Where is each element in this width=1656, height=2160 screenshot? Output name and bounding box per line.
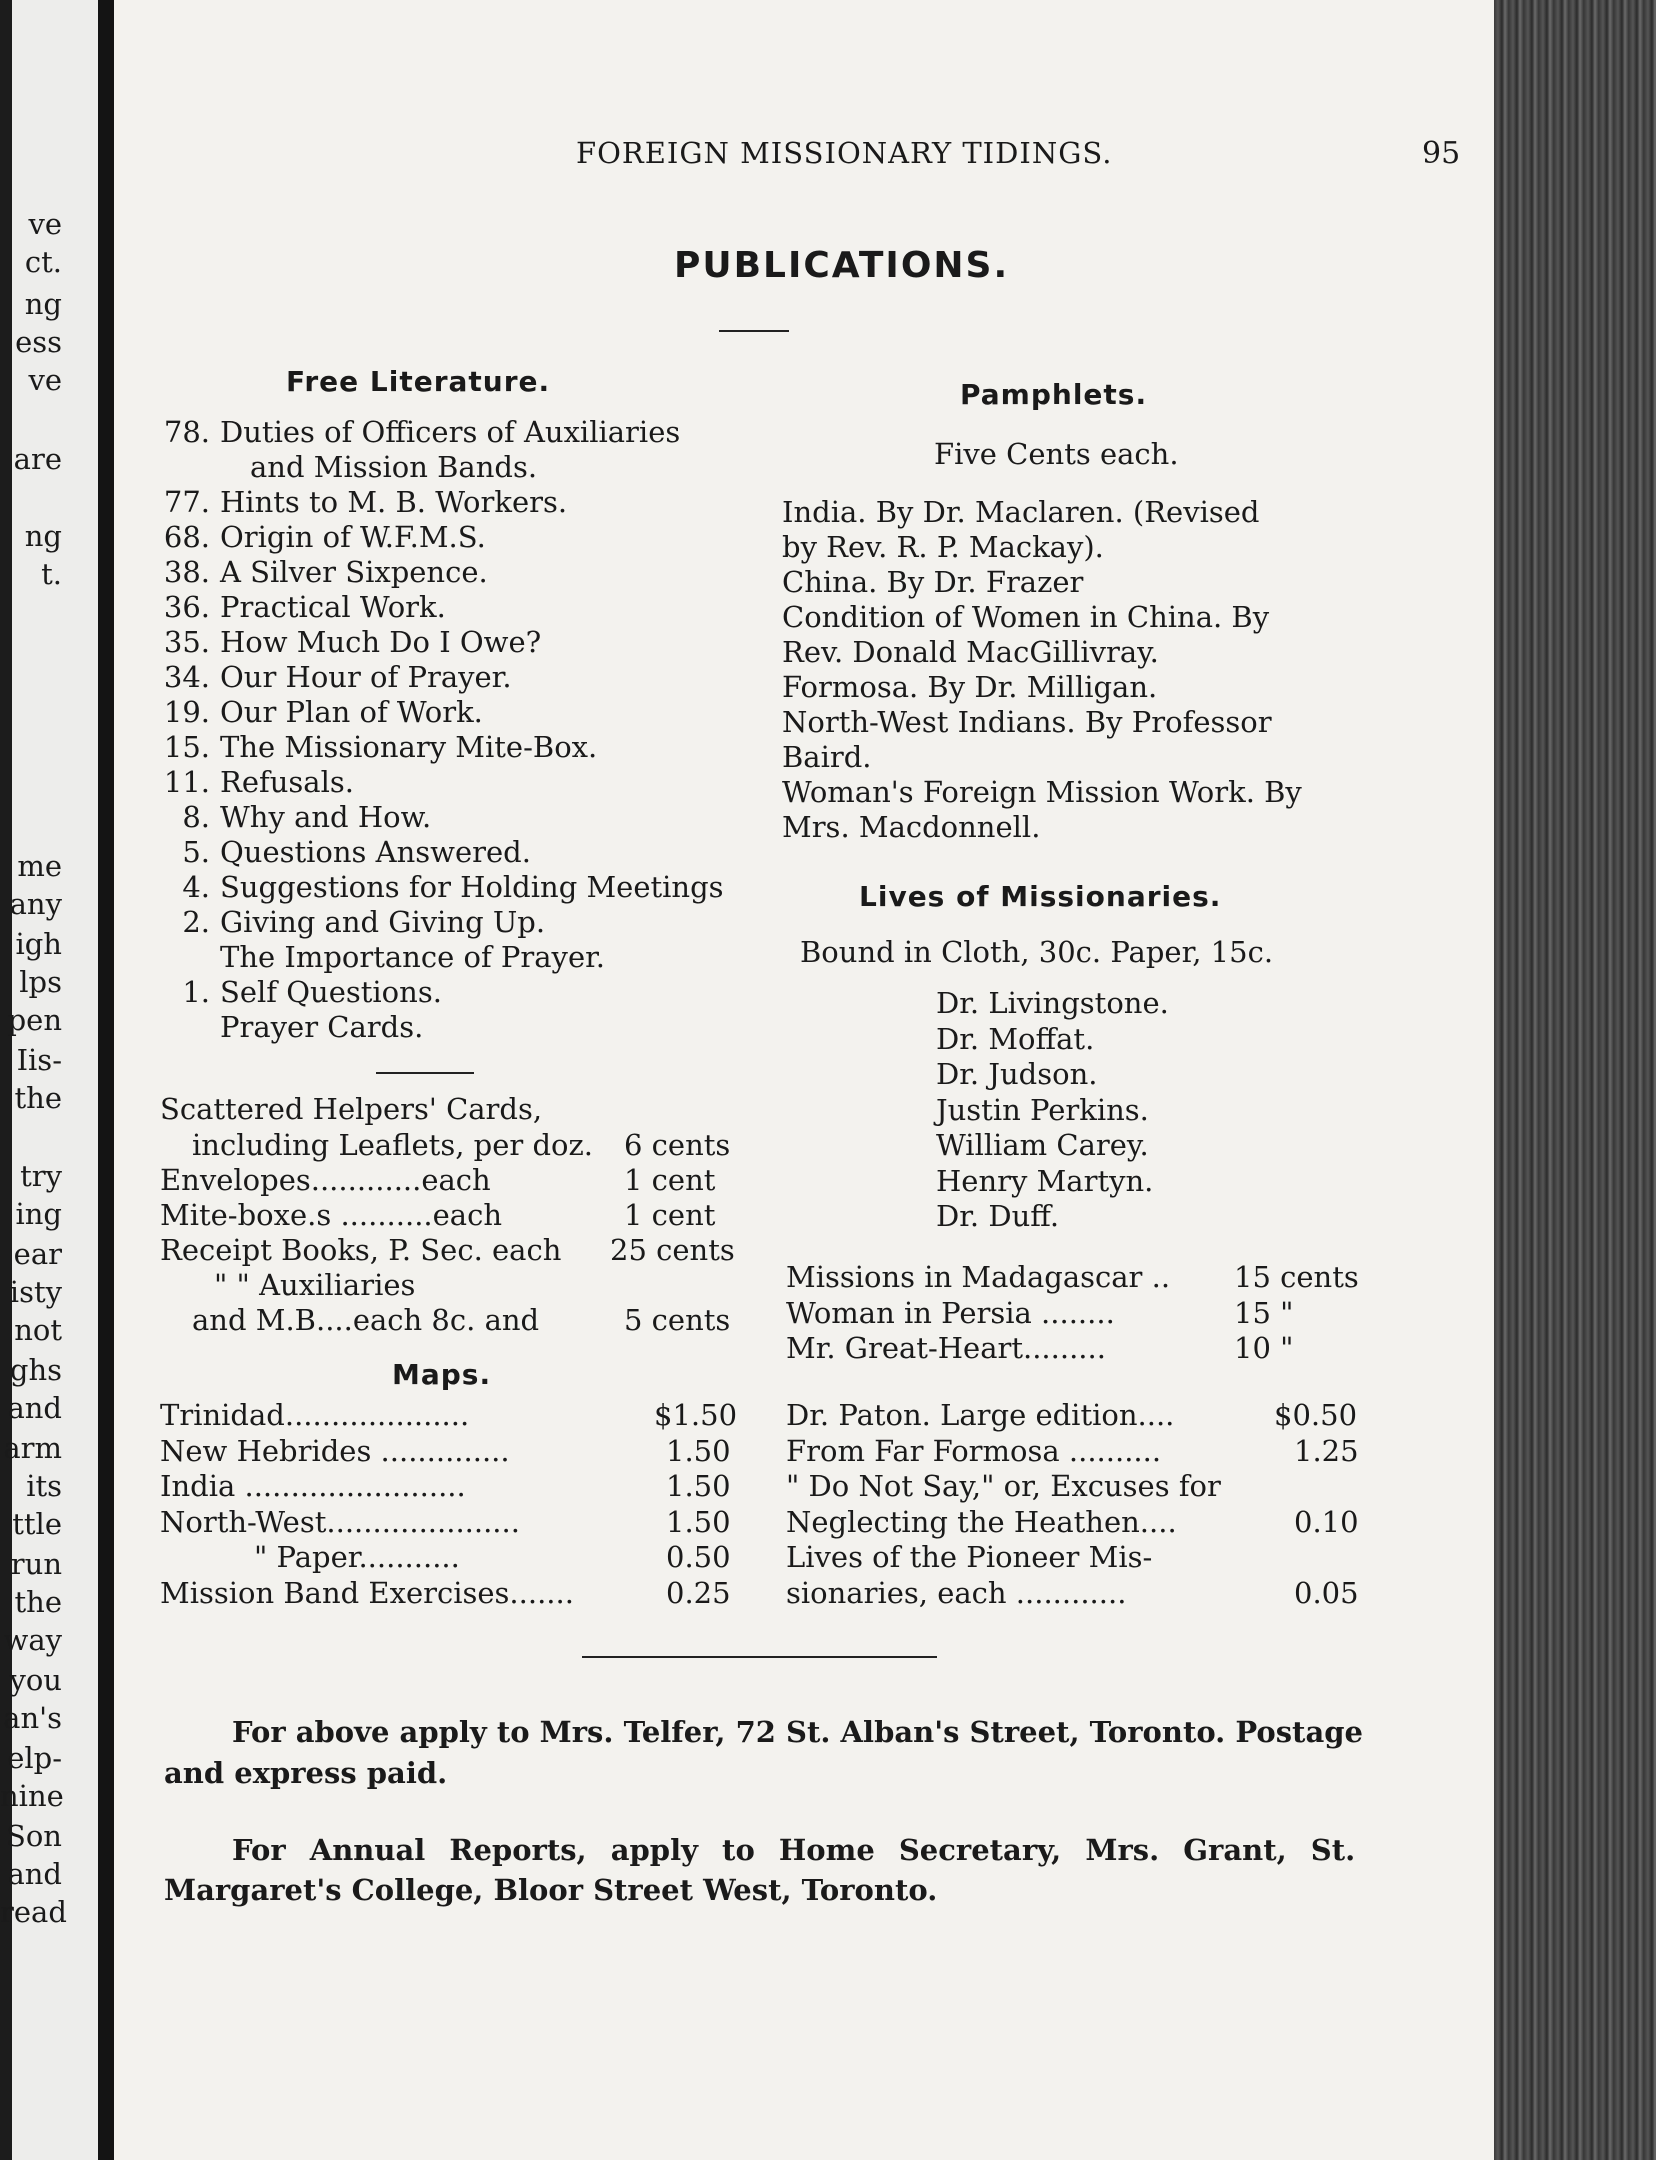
item-title: and Mission Bands.	[250, 450, 538, 484]
item-title: How Much Do I Owe?	[220, 625, 542, 659]
item-number: 4.	[182, 870, 210, 904]
left-text-fragment: ng	[24, 519, 62, 553]
pamphlets-heading: Pamphlets.	[960, 378, 1148, 411]
mite-boxes-price: 1 cent	[624, 1198, 716, 1232]
left-text-fragment: any	[9, 887, 62, 921]
free-literature-item	[154, 730, 597, 765]
left-text-fragment: nine	[0, 1779, 64, 1813]
item-number: 15.	[163, 730, 210, 764]
lives-price-note: Bound in Cloth, 30c. Paper, 15c.	[800, 935, 1274, 969]
book-spine	[1494, 0, 1656, 2160]
item-number: 35.	[163, 625, 210, 659]
item-number: 5.	[182, 835, 210, 869]
left-text-fragment: igh	[15, 927, 62, 961]
item-title: Questions Answered.	[220, 835, 531, 869]
section-rule	[376, 1072, 474, 1074]
book-title: Mr. Great-Heart.........	[786, 1331, 1106, 1365]
left-text-fragment: arm	[3, 1431, 62, 1465]
book-price: 10 "	[1234, 1331, 1294, 1365]
map-price: 1.50	[666, 1433, 731, 1468]
envelopes-price: 1 cent	[624, 1163, 716, 1197]
map-price: 0.25	[666, 1575, 731, 1610]
map-name: Mission Band Exercises.......	[160, 1575, 574, 1610]
missionary-name: Justin Perkins.	[936, 1092, 1149, 1127]
left-text-fragment: way	[3, 1623, 62, 1657]
pamphlet-line: Mrs. Macdonnell.	[782, 810, 1041, 844]
book-price: 15 cents	[1234, 1260, 1359, 1294]
free-literature-item	[154, 975, 442, 1010]
left-text-fragment: Iis-	[16, 1043, 62, 1077]
receipt-price2: 5 cents	[624, 1303, 731, 1337]
book-page	[114, 0, 1494, 2160]
missionary-name: Dr. Moffat.	[936, 1021, 1095, 1056]
book-title: Woman in Persia ........	[786, 1295, 1115, 1330]
book-gutter	[98, 0, 114, 2160]
envelopes-line: Envelopes............each	[160, 1163, 491, 1197]
left-text-fragment: ttle	[12, 1507, 62, 1541]
left-text-fragment: the	[14, 1081, 62, 1115]
left-text-fragment: try	[20, 1159, 62, 1193]
left-text-fragment: its	[26, 1469, 62, 1503]
item-title: Suggestions for Holding Meetings	[220, 870, 724, 904]
item-number: 68.	[163, 520, 210, 554]
item-title: A Silver Sixpence.	[220, 555, 488, 589]
scattered-line2: including Leaflets, per doz.	[192, 1128, 593, 1162]
map-name: India ........................	[160, 1469, 466, 1503]
item-title: Why and How.	[220, 800, 432, 834]
left-text-fragment: ve	[28, 207, 62, 241]
item-title: The Missionary Mite-Box.	[220, 730, 598, 764]
item-title: Practical Work.	[220, 590, 446, 624]
free-literature-heading: Free Literature.	[286, 365, 551, 398]
book-price: 0.05	[1294, 1575, 1359, 1610]
item-title: Our Plan of Work.	[220, 695, 483, 729]
book-title: Neglecting the Heathen....	[786, 1504, 1177, 1539]
item-number: 78.	[163, 415, 210, 449]
missionary-name: William Carey.	[936, 1128, 1149, 1162]
free-literature-item	[154, 695, 483, 730]
item-title: Prayer Cards.	[220, 1010, 424, 1044]
pamphlet-line: Woman's Foreign Mission Work. By	[782, 775, 1302, 809]
map-name: New Hebrides ..............	[160, 1433, 510, 1468]
item-number: 19.	[163, 695, 210, 729]
map-price: 1.50	[666, 1469, 731, 1503]
free-literature-item	[154, 660, 512, 695]
free-literature-item	[154, 940, 605, 975]
left-text-fragment: pen	[7, 1003, 62, 1037]
receipt-line3: and M.B....each 8c. and	[192, 1303, 540, 1337]
receipt-line2: " " Auxiliaries	[214, 1268, 416, 1302]
left-text-fragment: t.	[41, 557, 62, 591]
map-name: Trinidad....................	[160, 1398, 470, 1432]
pamphlet-line: Rev. Donald MacGillivray.	[782, 635, 1159, 669]
book-price: 0.10	[1294, 1504, 1359, 1539]
footer-p1-line2: and express paid.	[164, 1756, 448, 1790]
left-text-fragment: an's	[3, 1701, 62, 1735]
book-title: From Far Formosa ..........	[786, 1433, 1162, 1468]
missionary-name: Dr. Livingstone.	[936, 986, 1169, 1020]
map-price: 0.50	[666, 1540, 731, 1574]
pamphlet-line: India. By Dr. Maclaren. (Revised	[782, 495, 1260, 529]
receipt-line1: Receipt Books, P. Sec. each	[160, 1233, 562, 1267]
missionary-name: Dr. Judson.	[936, 1057, 1098, 1091]
map-name: " Paper...........	[254, 1540, 460, 1574]
item-title: The Importance of Prayer.	[220, 940, 606, 974]
footer-rule	[582, 1656, 937, 1658]
book-price: 15 "	[1234, 1295, 1294, 1330]
pamphlet-line: North-West Indians. By Professor	[782, 705, 1272, 739]
page-number: 95	[1422, 136, 1461, 171]
left-text-fragment: ng	[24, 287, 62, 321]
receipt-price1: 25 cents	[610, 1233, 735, 1267]
item-title: Origin of W.F.M.S.	[220, 520, 486, 554]
free-literature-item	[154, 520, 486, 555]
footer-p1-line1: For above apply to Mrs. Telfer, 72 St. Alban's Street, Toronto. Postage	[232, 1715, 1363, 1749]
pamphlet-line: Formosa. By Dr. Milligan.	[782, 670, 1158, 704]
item-title: Duties of Officers of Auxiliaries	[220, 415, 681, 449]
free-literature-item	[154, 415, 680, 450]
left-text-fragment: ess	[15, 325, 62, 359]
free-literature-item	[154, 555, 488, 590]
book-title: Dr. Paton. Large edition....	[786, 1398, 1175, 1432]
item-title: Our Hour of Prayer.	[220, 660, 512, 694]
book-title: Lives of the Pioneer Mis-	[786, 1540, 1153, 1574]
item-title: Self Questions.	[220, 975, 442, 1009]
free-literature-item	[154, 450, 537, 485]
left-text-fragment: and	[7, 1391, 62, 1425]
left-text-fragment: me	[17, 849, 62, 883]
left-text-fragment: are	[13, 442, 62, 476]
left-text-fragment: ghs	[9, 1353, 62, 1387]
item-title: Giving and Giving Up.	[220, 905, 546, 939]
pamphlet-line: China. By Dr. Frazer	[782, 565, 1084, 599]
book-title: " Do Not Say," or, Excuses for	[786, 1469, 1221, 1503]
footer-p2-line2: Margaret's College, Bloor Street West, Toronto.	[164, 1873, 938, 1907]
free-literature-item	[154, 765, 354, 800]
free-literature-item	[154, 800, 431, 835]
pamphlet-line: by Rev. R. P. Mackay).	[782, 530, 1104, 564]
item-number: 34.	[163, 660, 210, 694]
item-number: 36.	[163, 590, 210, 624]
map-name: North-West.....................	[160, 1504, 520, 1539]
left-text-fragment: read	[0, 1895, 67, 1929]
free-literature-item	[154, 590, 446, 625]
item-number: 1.	[182, 975, 210, 1009]
free-literature-item	[154, 870, 724, 905]
book-price: 1.25	[1294, 1433, 1359, 1468]
item-number: 77.	[163, 485, 210, 519]
left-text-fragment: ear	[13, 1237, 62, 1271]
item-title: Refusals.	[220, 765, 354, 799]
left-text-fragment: ing	[15, 1197, 62, 1231]
mite-boxes-line: Mite-boxe.s ..........each	[160, 1198, 502, 1232]
pamphlet-line: Baird.	[782, 740, 872, 774]
left-text-fragment: lps	[19, 965, 62, 999]
item-number: 8.	[182, 800, 210, 834]
left-text-fragment: ve	[28, 363, 62, 397]
left-text-fragment: isty	[9, 1275, 62, 1309]
left-text-fragment: elp-	[7, 1741, 62, 1775]
left-text-fragment: Son	[5, 1819, 62, 1853]
left-text-fragment: not	[14, 1313, 62, 1347]
left-text-fragment: the	[14, 1585, 62, 1619]
book-title: Missions in Madagascar ..	[786, 1260, 1171, 1294]
free-literature-item	[154, 835, 531, 870]
scattered-price: 6 cents	[624, 1128, 731, 1162]
footer-p2-line1: For Annual Reports, apply to Home Secretary, Mrs. Grant, St.	[232, 1833, 1356, 1867]
left-text-fragment: run	[10, 1547, 62, 1581]
pamphlets-price-note: Five Cents each.	[934, 437, 1179, 471]
missionary-name: Henry Martyn.	[936, 1163, 1154, 1198]
free-literature-item	[154, 1010, 423, 1045]
free-literature-item	[154, 905, 545, 940]
left-page-fragment	[0, 0, 98, 2160]
page-title: PUBLICATIONS.	[674, 245, 1010, 286]
map-price: 1.50	[666, 1504, 731, 1539]
scattered-line1: Scattered Helpers' Cards,	[160, 1092, 543, 1126]
free-literature-item	[154, 625, 541, 660]
book-price: $0.50	[1274, 1398, 1358, 1432]
missionary-name: Dr. Duff.	[936, 1199, 1060, 1233]
item-number: 11.	[163, 765, 210, 799]
maps-heading: Maps.	[392, 1358, 492, 1391]
item-number: 2.	[182, 905, 210, 939]
free-literature-item	[154, 485, 567, 520]
item-title: Hints to M. B. Workers.	[220, 485, 568, 519]
left-text-fragment: ct.	[24, 245, 62, 279]
left-text-fragment: and	[7, 1857, 62, 1891]
map-price: $1.50	[654, 1398, 738, 1432]
lives-heading: Lives of Missionaries.	[859, 880, 1222, 913]
left-text-fragment: you	[9, 1663, 62, 1697]
pamphlet-line: Condition of Women in China. By	[782, 600, 1270, 634]
title-rule	[719, 330, 789, 332]
book-title: sionaries, each ............	[786, 1575, 1127, 1610]
running-title: FOREIGN MISSIONARY TIDINGS.	[576, 136, 1113, 170]
item-number: 38.	[163, 555, 210, 589]
